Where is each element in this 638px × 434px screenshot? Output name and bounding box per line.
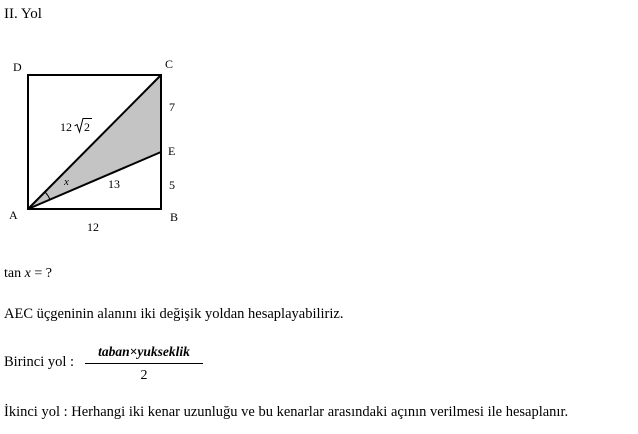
second-way-sentence: İkinci yol : Herhangi iki kenar uzunluğu ve bu kenarlar arasındaki açının verilmesi ile hesaplanır.: [4, 404, 569, 420]
label-eb: 5: [169, 178, 175, 192]
formula-denominator: 2: [140, 368, 148, 383]
vertex-label-a: A: [9, 208, 18, 222]
vertex-label-c: C: [165, 57, 174, 71]
area-sentence: AEC üçgeninin alanını iki değişik yoldan hesaplayabiliriz.: [4, 306, 344, 322]
label-ac-coefficient: 12: [60, 120, 72, 134]
fraction-bar: [85, 363, 203, 364]
label-ce: 7: [169, 100, 175, 114]
question-text: [4, 266, 52, 282]
area-formula-fraction: [85, 344, 203, 384]
label-angle-x: x: [64, 176, 69, 188]
question-func: tan: [4, 266, 22, 281]
question-var: x: [24, 266, 31, 281]
label-ae: 13: [108, 177, 120, 191]
vertex-label-d: D: [13, 60, 22, 74]
first-way-label: Birinci yol :: [4, 354, 75, 370]
label-ac: [60, 119, 92, 135]
question-rest: = ?: [30, 266, 52, 281]
vertex-label-e: E: [168, 144, 176, 158]
vertex-label-b: B: [170, 210, 179, 224]
label-ac-radicand: 2: [84, 120, 90, 134]
formula-numerator: taban×yukseklik: [98, 344, 190, 359]
section-heading: II. Yol: [4, 6, 42, 22]
label-ab: 12: [87, 220, 99, 234]
